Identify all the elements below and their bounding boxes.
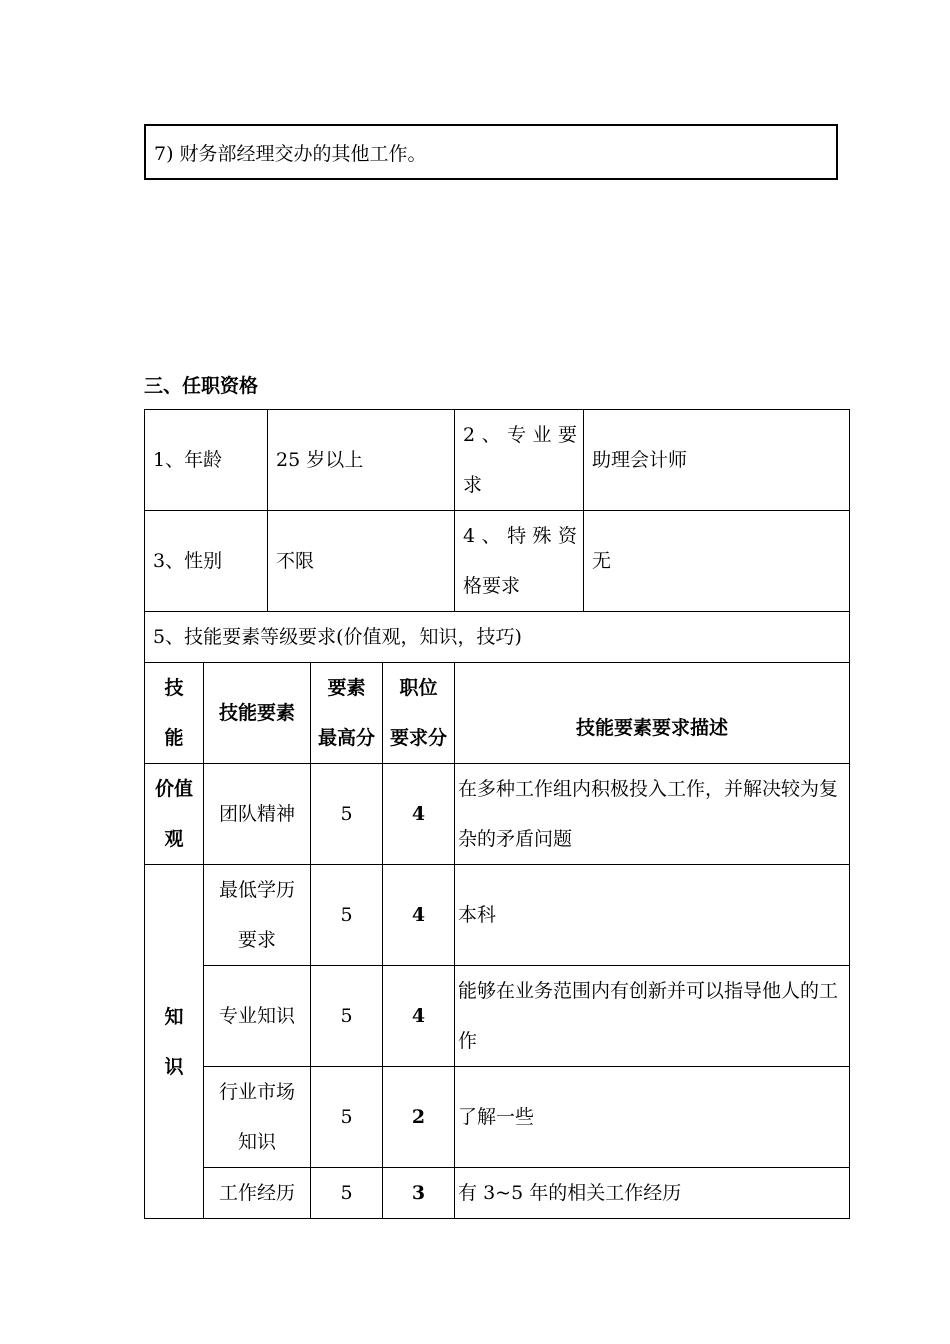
- element-education-line1: 最低学历: [218, 879, 295, 901]
- element-industry-knowledge: [204, 1067, 311, 1168]
- req-score-team-spirit: 4: [383, 764, 455, 865]
- group-values: [145, 764, 204, 865]
- table-row-team-spirit: [145, 764, 850, 865]
- table-row-gender-special: [145, 511, 850, 612]
- skills-title: 5、技能要素等级要求(价值观，知识，技巧): [145, 612, 850, 663]
- table-row-industry-knowledge: [145, 1067, 850, 1168]
- special-label: [455, 511, 584, 612]
- group-values-line2: 观: [164, 828, 184, 850]
- table-row-age-major: [145, 410, 850, 511]
- header-max-score: [311, 663, 383, 764]
- table-row-skills-header: [145, 663, 850, 764]
- element-education: [204, 865, 311, 966]
- max-score-industry-knowledge: 5: [311, 1067, 383, 1168]
- special-value: 无: [584, 511, 850, 612]
- header-category-line1: 技: [164, 677, 184, 699]
- desc-work-experience: 有 3~5 年的相关工作经历: [455, 1168, 850, 1219]
- element-industry-line2: 知识: [237, 1131, 276, 1153]
- header-req-line1: 职位: [399, 677, 438, 699]
- header-element: 技能要素: [204, 663, 311, 764]
- element-team-spirit: 团队精神: [204, 764, 311, 865]
- header-max-line1: 要素: [327, 677, 366, 699]
- group-knowledge: [145, 865, 204, 1219]
- header-description: 技能要素要求描述: [455, 663, 850, 764]
- element-professional-knowledge: 专业知识: [204, 966, 311, 1067]
- group-values-line1: 价值: [154, 778, 193, 800]
- table-row-education: [145, 865, 850, 966]
- major-label-line2: 求: [463, 474, 483, 496]
- header-category-line2: 能: [164, 727, 184, 749]
- max-score-education: 5: [311, 865, 383, 966]
- header-category: [145, 663, 204, 764]
- element-industry-line1: 行业市场: [218, 1081, 295, 1103]
- major-label-line1: 2、专业要: [463, 424, 578, 446]
- duty-item-box: [144, 124, 838, 180]
- element-education-line2: 要求: [237, 929, 276, 951]
- gender-label: 3、性别: [145, 511, 268, 612]
- req-score-work-experience: 3: [383, 1168, 455, 1219]
- max-score-professional-knowledge: 5: [311, 966, 383, 1067]
- age-label: 1、年龄: [145, 410, 268, 511]
- major-value: 助理会计师: [584, 410, 850, 511]
- group-knowledge-line2: 识: [164, 1055, 184, 1078]
- gender-value: 不限: [268, 511, 455, 612]
- req-score-professional-knowledge: 4: [383, 966, 455, 1067]
- age-value: 25 岁以上: [268, 410, 455, 511]
- max-score-work-experience: 5: [311, 1168, 383, 1219]
- group-knowledge-line1: 知: [164, 1005, 184, 1028]
- table-row-work-experience: [145, 1168, 850, 1219]
- desc-team-spirit: 在多种工作组内积极投入工作，并解决较为复杂的矛盾问题: [455, 764, 850, 865]
- special-label-line1: 4、特殊资: [463, 525, 578, 547]
- table-row-skills-title: [145, 612, 850, 663]
- section-title: 三、任职资格: [144, 375, 259, 397]
- req-score-industry-knowledge: 2: [383, 1067, 455, 1168]
- special-label-line2: 格要求: [463, 575, 521, 597]
- header-req-line2: 要求分: [390, 727, 448, 749]
- max-score-team-spirit: 5: [311, 764, 383, 865]
- desc-professional-knowledge: 能够在业务范围内有创新并可以指导他人的工作: [455, 966, 850, 1067]
- header-required-score: [383, 663, 455, 764]
- desc-industry-knowledge: 了解一些: [455, 1067, 850, 1168]
- major-label: [455, 410, 584, 511]
- req-score-education: 4: [383, 865, 455, 966]
- header-max-line2: 最高分: [317, 727, 375, 749]
- element-work-experience: 工作经历: [204, 1168, 311, 1219]
- table-row-professional-knowledge: [145, 966, 850, 1067]
- qualification-table: [144, 409, 850, 1219]
- desc-education: 本科: [455, 865, 850, 966]
- duty-item-text: 7) 财务部经理交办的其他工作。: [154, 143, 427, 165]
